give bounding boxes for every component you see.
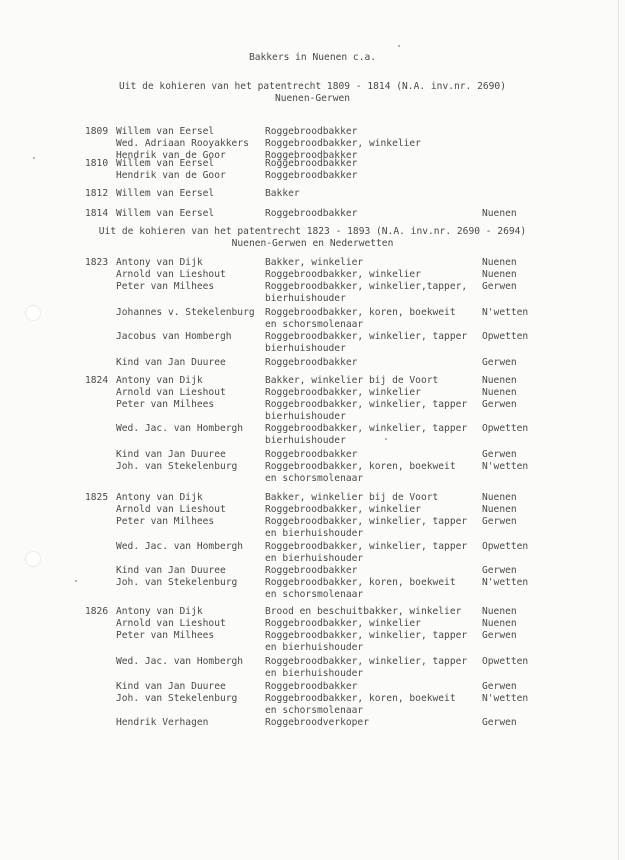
record-row xyxy=(0,331,625,343)
record-row xyxy=(0,473,625,485)
record-row xyxy=(0,541,625,553)
occupation-cell: en schorsmolenaar xyxy=(265,319,364,330)
record-row xyxy=(0,642,625,654)
occupation-cell: Bakker xyxy=(265,188,300,199)
occupation-cell: Roggebroodbakker xyxy=(265,170,358,181)
occupation-cell: Roggebroodbakker, winkelier, tapper xyxy=(265,541,468,552)
name-cell: Wed. Jac. van Hombergh xyxy=(116,656,244,667)
place-cell: Gerwen xyxy=(482,717,517,728)
occupation-cell: en schorsmolenaar xyxy=(265,705,364,716)
place-cell: Gerwen xyxy=(482,630,517,641)
place-cell: Nuenen xyxy=(482,208,517,219)
record-row xyxy=(0,375,625,387)
occupation-cell: en bierhuishouder xyxy=(265,528,364,539)
name-cell: Joh. van Stekelenburg xyxy=(116,461,238,472)
year-cell: 1814 xyxy=(85,208,109,219)
occupation-cell: Roggebroodbakker xyxy=(265,357,358,368)
occupation-cell: Roggebroodbakker xyxy=(265,565,358,576)
occupation-cell: Roggebroodbakker, winkelier, tapper xyxy=(265,656,468,667)
place-cell: Gerwen xyxy=(482,357,517,368)
occupation-cell: Roggebroodbakker, winkelier xyxy=(265,618,421,629)
place-cell: Opwetten xyxy=(482,541,529,552)
place-cell: Nuenen xyxy=(482,618,517,629)
occupation-cell: Roggebroodbakker, winkelier, tapper xyxy=(265,331,468,342)
record-row xyxy=(0,668,625,680)
occupation-cell: bierhuishouder xyxy=(265,293,346,304)
place-cell: Nuenen xyxy=(482,375,517,386)
name-cell: Antony van Dijk xyxy=(116,492,203,503)
name-cell: Arnold van Lieshout xyxy=(116,618,226,629)
place-cell: Gerwen xyxy=(482,281,517,292)
record-row xyxy=(0,504,625,516)
occupation-cell: Roggebroodbakker, winkelier xyxy=(265,504,421,515)
name-cell: Wed. Adriaan Rooyakkers xyxy=(116,138,249,149)
year-cell: 1824 xyxy=(85,375,109,386)
place-cell: Opwetten xyxy=(482,331,529,342)
occupation-cell: bierhuishouder xyxy=(265,343,346,354)
occupation-cell: Roggebroodbakker, winkelier, tapper xyxy=(265,423,468,434)
place-cell: Gerwen xyxy=(482,516,517,527)
place-cell: Nuenen xyxy=(482,606,517,617)
name-cell: Antony van Dijk xyxy=(116,375,203,386)
name-cell: Peter van Milhees xyxy=(116,399,215,410)
name-cell: Joh. van Stekelenburg xyxy=(116,693,238,704)
record-row xyxy=(0,387,625,399)
record-row xyxy=(0,589,625,601)
record-row xyxy=(0,717,625,729)
record-row xyxy=(0,319,625,331)
record-row xyxy=(0,606,625,618)
record-row xyxy=(0,126,625,138)
record-row xyxy=(0,492,625,504)
occupation-cell: Roggebroodbakker xyxy=(265,150,358,161)
record-row xyxy=(0,516,625,528)
place-cell: Gerwen xyxy=(482,681,517,692)
record-row xyxy=(0,170,625,182)
section2-subheading: Nuenen-Gerwen en Nederwetten xyxy=(231,238,394,249)
name-cell: Wed. Jac. van Hombergh xyxy=(116,541,244,552)
name-cell: Willem van Eersel xyxy=(116,208,215,219)
record-row xyxy=(0,693,625,705)
record-row xyxy=(0,411,625,423)
occupation-cell: Bakker, winkelier bij de Voort xyxy=(265,492,439,503)
occupation-cell: Roggebroodbakker xyxy=(265,681,358,692)
year-cell: 1825 xyxy=(85,492,109,503)
occupation-cell: Roggebroodbakker xyxy=(265,449,358,460)
record-row xyxy=(0,188,625,200)
record-row xyxy=(0,461,625,473)
record-row xyxy=(0,681,625,693)
name-cell: Arnold van Lieshout xyxy=(116,387,226,398)
occupation-cell: Roggebroodbakker, winkelier xyxy=(265,269,421,280)
name-cell: Peter van Milhees xyxy=(116,281,215,292)
year-cell: 1823 xyxy=(85,257,109,268)
name-cell: Peter van Milhees xyxy=(116,630,215,641)
occupation-cell: en bierhuishouder xyxy=(265,553,364,564)
record-row xyxy=(0,293,625,305)
name-cell: Johannes v. Stekelenburg xyxy=(116,307,255,318)
occupation-cell: Roggebroodbakker, koren, boekweit xyxy=(265,693,456,704)
place-cell: Nuenen xyxy=(482,492,517,503)
record-row xyxy=(0,138,625,150)
record-row xyxy=(0,158,625,170)
record-row xyxy=(0,618,625,630)
record-row xyxy=(0,357,625,369)
occupation-cell: Bakker, winkelier xyxy=(265,257,364,268)
occupation-cell: Roggebroodbakker, winkelier xyxy=(265,387,421,398)
section2-heading: Uit de kohieren van het patentrecht 1823 - 1893 (N.A. inv.nr. 2690 - 2694) xyxy=(98,226,527,237)
record-row xyxy=(0,269,625,281)
occupation-cell: Roggebroodbakker, winkelier xyxy=(265,138,421,149)
record-row xyxy=(0,343,625,355)
name-cell: Joh. van Stekelenburg xyxy=(116,577,238,588)
place-cell: Nuenen xyxy=(482,257,517,268)
name-cell: Hendrik Verhagen xyxy=(116,717,209,728)
record-row xyxy=(0,565,625,577)
place-cell: Gerwen xyxy=(482,565,517,576)
name-cell: Willem van Eersel xyxy=(116,188,215,199)
name-cell: Antony van Dijk xyxy=(116,606,203,617)
record-row xyxy=(0,630,625,642)
year-cell: 1826 xyxy=(85,606,109,617)
occupation-cell: Roggebroodbakker xyxy=(265,126,358,137)
record-row xyxy=(0,435,625,447)
place-cell: Nuenen xyxy=(482,269,517,280)
section1-heading: Uit de kohieren van het patentrecht 1809 - 1814 (N.A. inv.nr. 2690) xyxy=(119,81,506,92)
document-title: Bakkers in Nuenen c.a. xyxy=(248,52,377,63)
name-cell: Kind van Jan Duuree xyxy=(116,681,226,692)
occupation-cell: Bakker, winkelier bij de Voort xyxy=(265,375,439,386)
occupation-cell: Roggebroodverkoper xyxy=(265,717,369,728)
record-row xyxy=(0,656,625,668)
record-row xyxy=(0,208,625,220)
place-cell: N'wetten xyxy=(482,693,529,704)
occupation-cell: Roggebroodbakker xyxy=(265,158,358,169)
place-cell: Opwetten xyxy=(482,656,529,667)
occupation-cell: bierhuishouder xyxy=(265,435,346,446)
record-row xyxy=(0,705,625,717)
record-row xyxy=(0,399,625,411)
occupation-cell: Roggebroodbakker xyxy=(265,208,358,219)
year-cell: 1812 xyxy=(85,188,109,199)
scan-speck xyxy=(398,45,400,47)
name-cell: Kind van Jan Duuree xyxy=(116,449,226,460)
occupation-cell: Roggebroodbakker, winkelier, tapper xyxy=(265,399,468,410)
record-row xyxy=(0,528,625,540)
name-cell: Hendrik van de Goor xyxy=(116,150,226,161)
name-cell: Willem van Eersel xyxy=(116,126,215,137)
occupation-cell: Roggebroodbakker, koren, boekweit xyxy=(265,577,456,588)
name-cell: Peter van Milhees xyxy=(116,516,215,527)
place-cell: Gerwen xyxy=(482,399,517,410)
name-cell: Jacobus van Hombergh xyxy=(116,331,232,342)
year-cell: 1810 xyxy=(85,158,109,169)
occupation-cell: en schorsmolenaar xyxy=(265,473,364,484)
name-cell: Arnold van Lieshout xyxy=(116,269,226,280)
occupation-cell: Roggebroodbakker, koren, boekweit xyxy=(265,307,456,318)
record-row xyxy=(0,553,625,565)
occupation-cell: Roggebroodbakker, winkelier, tapper xyxy=(265,516,468,527)
name-cell: Kind van Jan Duuree xyxy=(116,357,226,368)
occupation-cell: Roggebroodbakker, koren, boekweit xyxy=(265,461,456,472)
name-cell: Antony van Dijk xyxy=(116,257,203,268)
year-cell: 1809 xyxy=(85,126,109,137)
place-cell: N'wetten xyxy=(482,307,529,318)
occupation-cell: en bierhuishouder xyxy=(265,668,364,679)
record-row xyxy=(0,449,625,461)
section1-subheading: Nuenen-Gerwen xyxy=(274,93,351,104)
name-cell: Kind van Jan Duuree xyxy=(116,565,226,576)
occupation-cell: Brood en beschuitbakker, winkelier xyxy=(265,606,462,617)
occupation-cell: bierhuishouder xyxy=(265,411,346,422)
name-cell: Hendrik van de Goor xyxy=(116,170,226,181)
place-cell: Gerwen xyxy=(482,449,517,460)
place-cell: Nuenen xyxy=(482,504,517,515)
occupation-cell: Roggebroodbakker, winkelier,tapper, xyxy=(265,281,468,292)
place-cell: N'wetten xyxy=(482,461,529,472)
record-row xyxy=(0,257,625,269)
record-row xyxy=(0,423,625,435)
record-row xyxy=(0,281,625,293)
occupation-cell: en bierhuishouder xyxy=(265,642,364,653)
place-cell: Nuenen xyxy=(482,387,517,398)
occupation-cell: en schorsmolenaar xyxy=(265,589,364,600)
occupation-cell: Roggebroodbakker, winkelier, tapper xyxy=(265,630,468,641)
name-cell: Wed. Jac. van Hombergh xyxy=(116,423,244,434)
name-cell: Willem van Eersel xyxy=(116,158,215,169)
place-cell: N'wetten xyxy=(482,577,529,588)
record-row xyxy=(0,577,625,589)
record-row xyxy=(0,307,625,319)
place-cell: Opwetten xyxy=(482,423,529,434)
name-cell: Arnold van Lieshout xyxy=(116,504,226,515)
